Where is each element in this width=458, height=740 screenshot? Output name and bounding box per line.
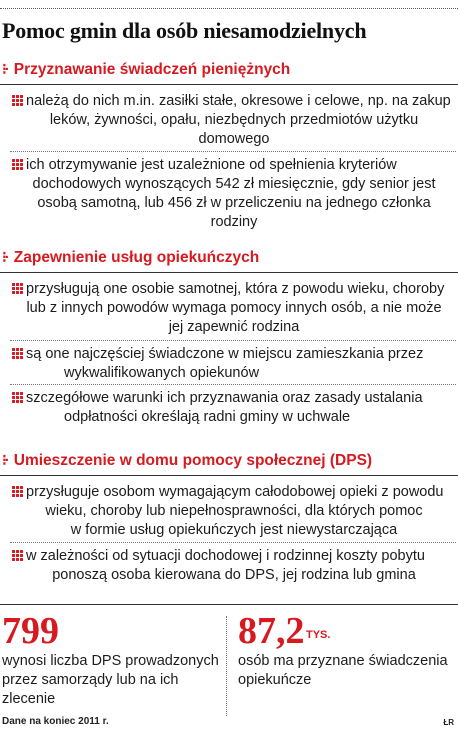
list-item [12, 345, 456, 383]
section-heading-care-services [2, 248, 259, 267]
author-credit: ŁR [443, 718, 454, 727]
stat-caption-line: przez samorządy lub na ich [2, 672, 179, 688]
infographic-title: Pomoc gmin dla osób niesamodzielnych [2, 18, 367, 43]
top-rule [0, 8, 458, 9]
item-line: szczegółowe warunki ich przyznawania oraz zasady ustalania [26, 390, 423, 406]
item-line: ich otrzymywanie jest uzależnione od spełnienia kryteriów [26, 157, 397, 173]
stat-caption-care-recipients [238, 652, 448, 690]
item-line: dochodowych wynoszących 542 zł miesięcznie, gdy senior jest [32, 176, 436, 192]
list-item [12, 389, 456, 427]
item-line: wieku, choroby lub niepełnosprawności, dla których pomoc [45, 503, 423, 519]
list-item [12, 547, 456, 585]
item-line: są one najczęściej świadczone w miejscu zamieszkania przez [26, 346, 424, 362]
stat-value-dps-count: 799 [2, 610, 59, 652]
item-line: lub z innych powodów wymaga pomocy innych osób, a nie może [26, 300, 442, 316]
section-marker-icon: ⁝· [2, 249, 8, 266]
item-line: jej zapewnić rodzina [168, 319, 300, 335]
section-marker-icon: ⁝· [2, 61, 8, 78]
section-rule [0, 272, 458, 273]
list-item [12, 483, 456, 540]
grid-bullet-icon [12, 95, 23, 106]
item-line: domowego [198, 131, 270, 147]
item-line: leków, żywności, opału, niezbędnych przedmiotów użytku [49, 112, 419, 128]
stats-rule [0, 604, 458, 605]
item-line: w zależności od sytuacji dochodowej i rodzinnej koszty pobytu [26, 548, 425, 564]
grid-bullet-icon [12, 550, 23, 561]
section-heading-text: Umieszczenie w domu pomocy społecznej (DPS) [13, 452, 373, 469]
item-line: przysługuje osobom wymagającym całodobowej opieki z powodu [26, 484, 444, 500]
grid-bullet-icon [12, 348, 23, 359]
grid-bullet-icon [12, 392, 23, 403]
item-divider [10, 151, 456, 152]
stat-caption-line: opiekuńcze [238, 672, 312, 688]
item-line: odpłatności określają radni gminy w uchwale [64, 409, 351, 425]
item-line: przysługują one osobie samotnej, która z powodu wieku, choroby [26, 281, 445, 297]
item-line: rodziny [210, 214, 258, 230]
list-item [12, 280, 456, 337]
item-line: osobą samotną, lub 456 zł w przeliczeniu na jednego członka [37, 195, 431, 211]
source-note: Dane na koniec 2011 r. [2, 716, 109, 727]
grid-bullet-icon [12, 486, 23, 497]
stat-caption-dps-count [2, 652, 219, 709]
section-heading-cash-benefits [2, 60, 290, 79]
stat-caption-line: wynosi liczba DPS prowadzonych [2, 653, 219, 669]
item-line: wykwalifikowanych opiekunów [64, 365, 260, 381]
item-divider [10, 384, 456, 385]
section-heading-care-home [2, 451, 372, 470]
section-marker-icon: ⁝· [2, 452, 8, 469]
section-heading-text: Przyznawanie świadczeń pieniężnych [13, 61, 291, 78]
list-item [12, 92, 456, 149]
grid-bullet-icon [12, 283, 23, 294]
item-divider [10, 542, 456, 543]
stats-divider [226, 616, 227, 716]
item-line: ponoszą osoba kierowana do DPS, jej rodzina lub gmina [52, 567, 416, 583]
item-line: w formie usług opiekuńczych jest niewystarczająca [70, 522, 398, 538]
stat-caption-line: osób ma przyznane świadczenia [238, 653, 448, 669]
section-rule [0, 475, 458, 476]
item-divider [10, 340, 456, 341]
stat-unit: TYS. [306, 629, 331, 641]
item-line: należą do nich m.in. zasiłki stałe, okresowe i celowe, np. na zakup [26, 93, 451, 109]
stat-value-care-recipients: 87,2 [238, 610, 305, 652]
section-rule [0, 84, 458, 85]
grid-bullet-icon [12, 159, 23, 170]
stat-caption-line: zlecenie [2, 691, 56, 707]
section-heading-text: Zapewnienie usług opiekuńczych [13, 249, 260, 266]
list-item [12, 156, 456, 232]
